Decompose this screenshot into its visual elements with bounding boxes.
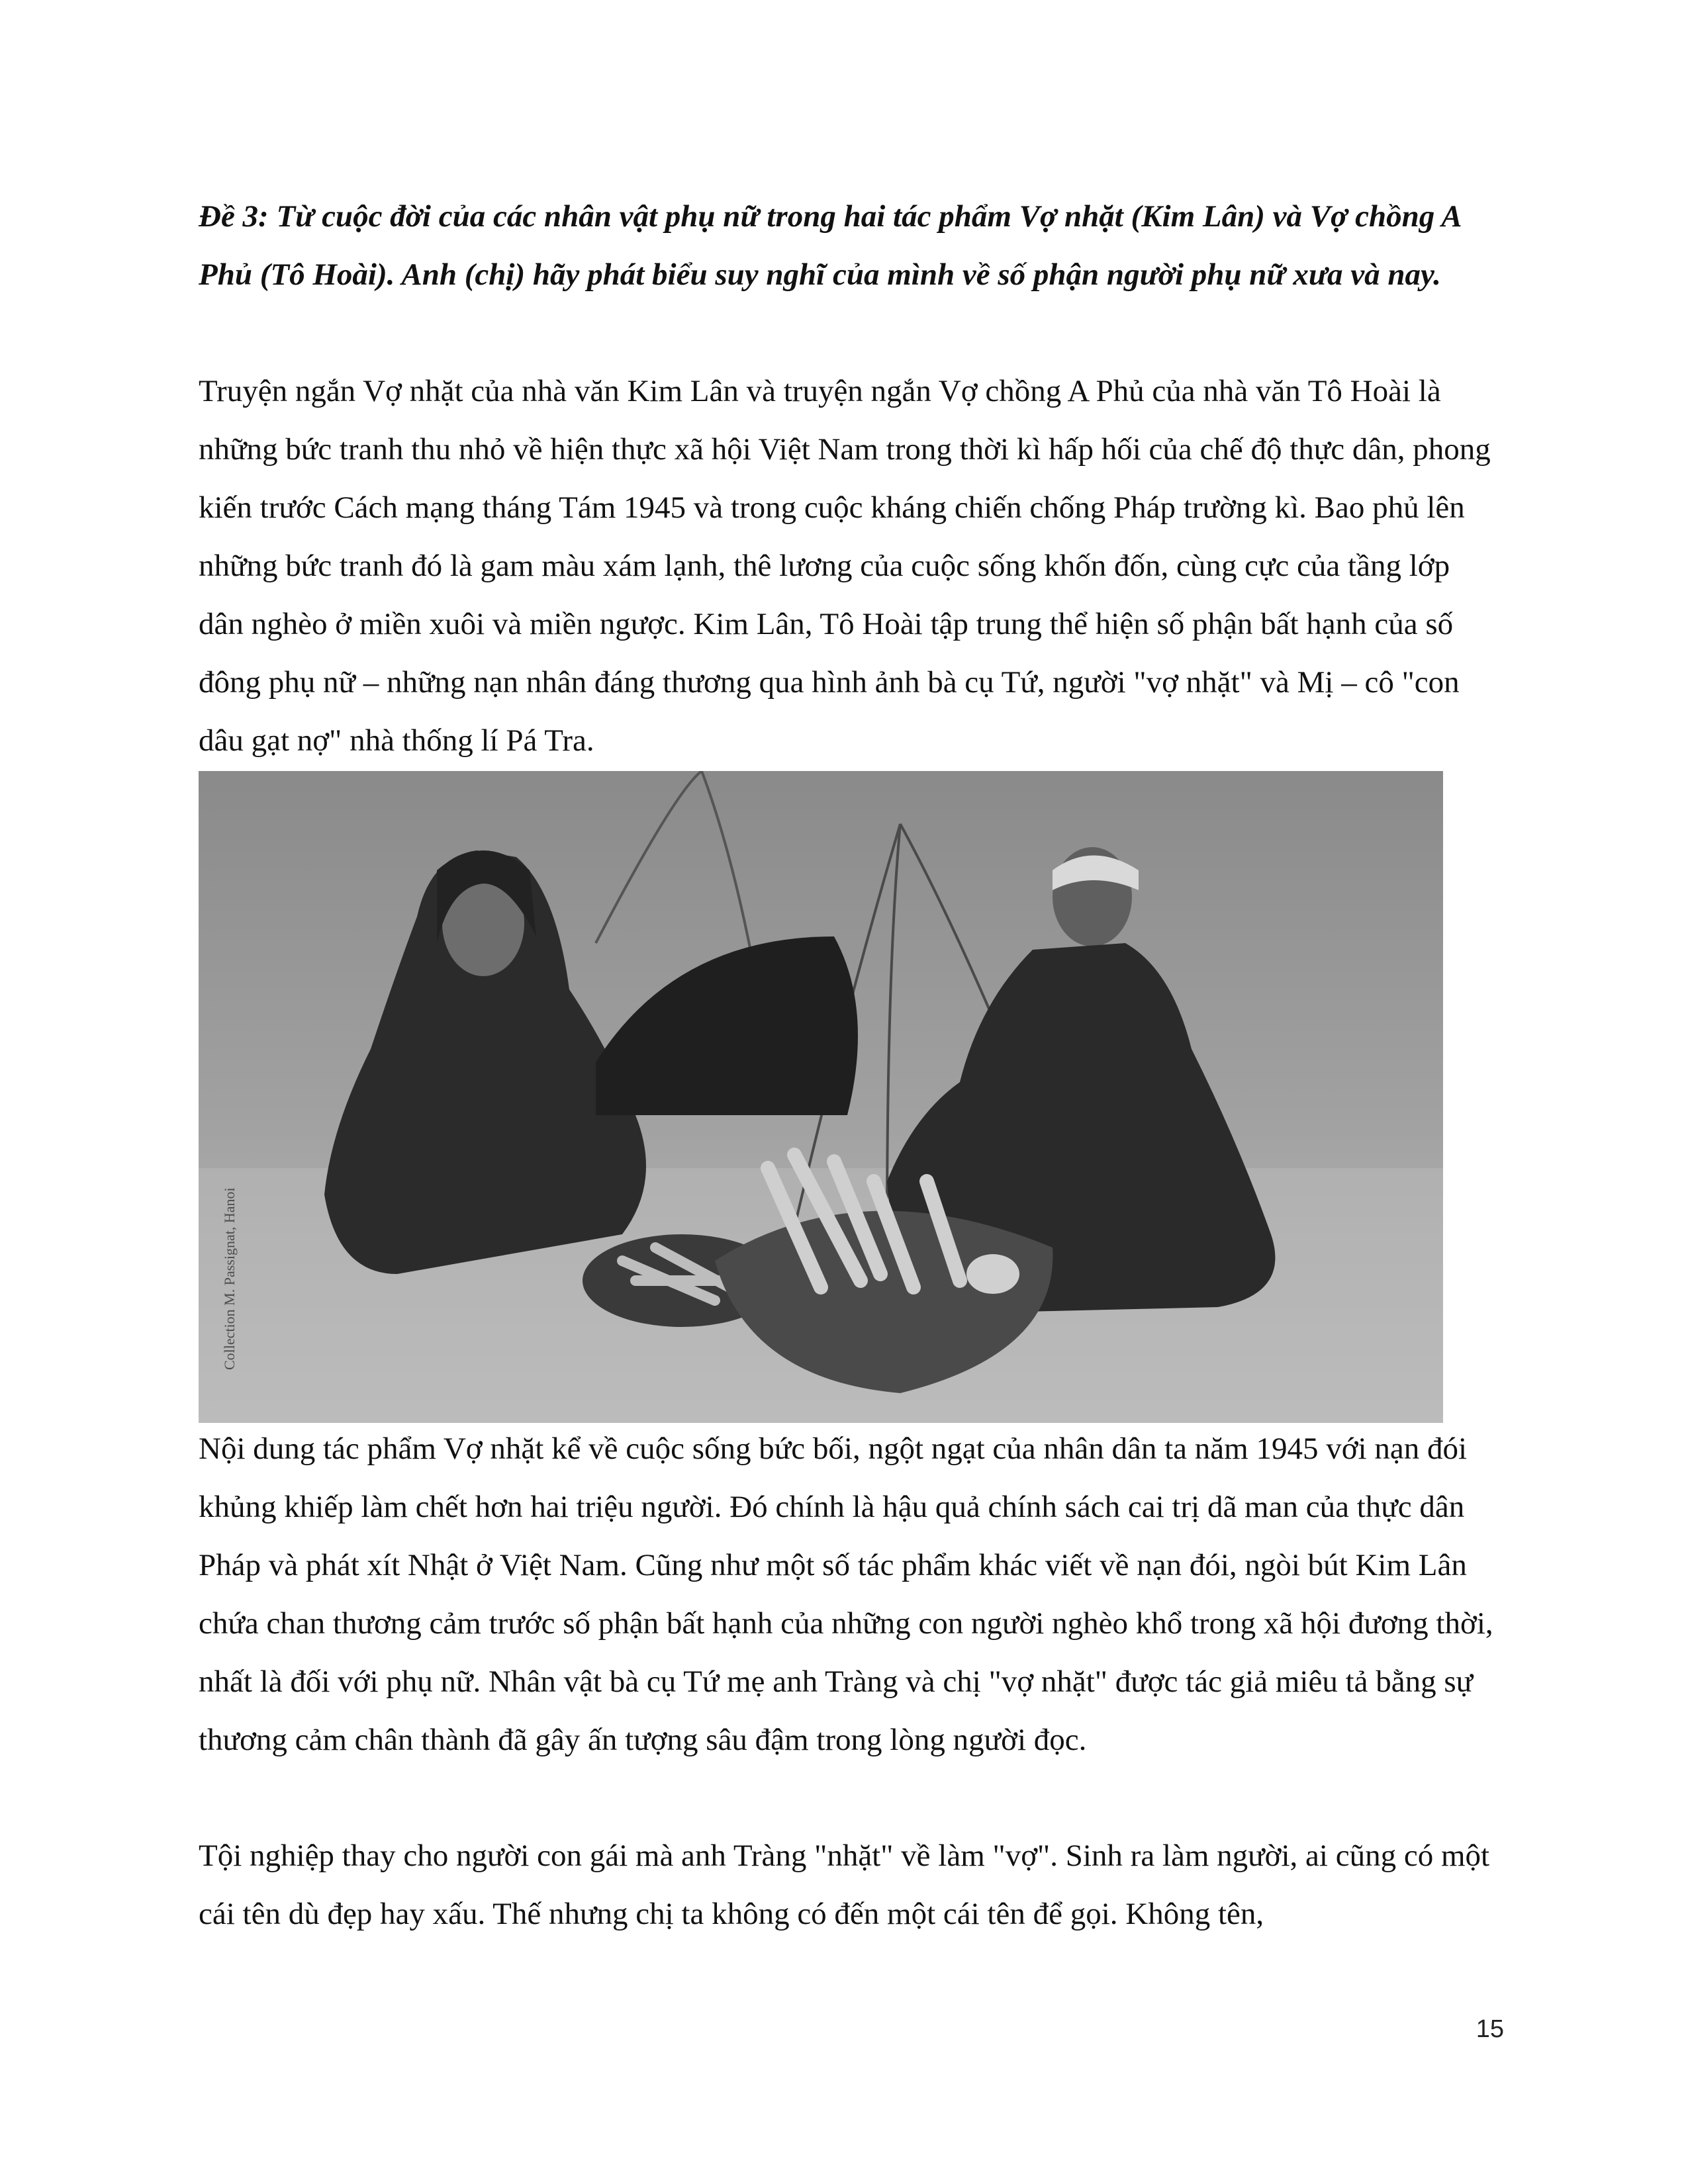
body-paragraph-2: Nội dung tác phẩm Vợ nhặt kể về cuộc sống bức bối, ngột ngạt của nhân dân ta năm 1945 với nạn đói khủng khiếp làm chết hơn hai triệu người. Đó chính là hậu quả chính sách cai trị dã man của thực dân Pháp và phát xít Nhật ở Việt Nam. Cũng như một số tác phẩm khác viết về nạn đói, ngòi bút Kim Lân chứa chan thương cảm trước số phận bất hạnh của những con người nghèo khổ trong xã hội đương thời, nhất là đối với phụ nữ. Nhân vật bà cụ Tứ mẹ anh Tràng và chị "vợ nhặt" được tác giả miêu tả bằng sự thương cảm chân thành đã gây ấn tượng sâu đậm trong lòng người đọc. xyxy=(199,1432,1493,1757)
photo-caption: Collection M. Passignat, Hanoi xyxy=(221,1187,238,1370)
essay-question-heading: Đề 3: Từ cuộc đời của các nhân vật phụ nữ trong hai tác phẩm Vợ nhặt (Kim Lân) và Vợ chồng A Phủ (Tô Hoài). Anh (chị) hãy phát biểu suy nghĩ của mình về số phận người phụ nữ xưa và nay. xyxy=(199,199,1461,292)
body-paragraph-3: Tội nghiệp thay cho người con gái mà anh Tràng "nhặt" về làm "vợ". Sinh ra làm người, ai cũng có một cái tên dù đẹp hay xấu. Thế nhưng chị ta không có đến một cái tên để gọi. Không tên, xyxy=(199,1839,1490,1931)
historical-photo xyxy=(199,771,1443,1423)
body-paragraph-1: Truyện ngắn Vợ nhặt của nhà văn Kim Lân và truyện ngắn Vợ chồng A Phủ của nhà văn Tô Hoài là những bức tranh thu nhỏ về hiện thực xã hội Việt Nam trong thời kì hấp hối của chế độ thực dân, phong kiến trước Cách mạng tháng Tám 1945 và trong cuộc kháng chiến chống Pháp trường kì. Bao phủ lên những bức tranh đó là gam màu xám lạnh, thê lương của cuộc sống khốn đốn, cùng cực của tầng lớp dân nghèo ở miền xuôi và miền ngược. Kim Lân, Tô Hoài tập trung thể hiện số phận bất hạnh của số đông phụ nữ – những nạn nhân đáng thương qua hình ảnh bà cụ Tứ, người "vợ nhặt" và Mị – cô "con dâu gạt nợ" nhà thống lí Pá Tra. xyxy=(199,374,1491,758)
page-number: 15 xyxy=(1476,2015,1504,2043)
photo-two-women-vendors xyxy=(199,771,1443,1423)
